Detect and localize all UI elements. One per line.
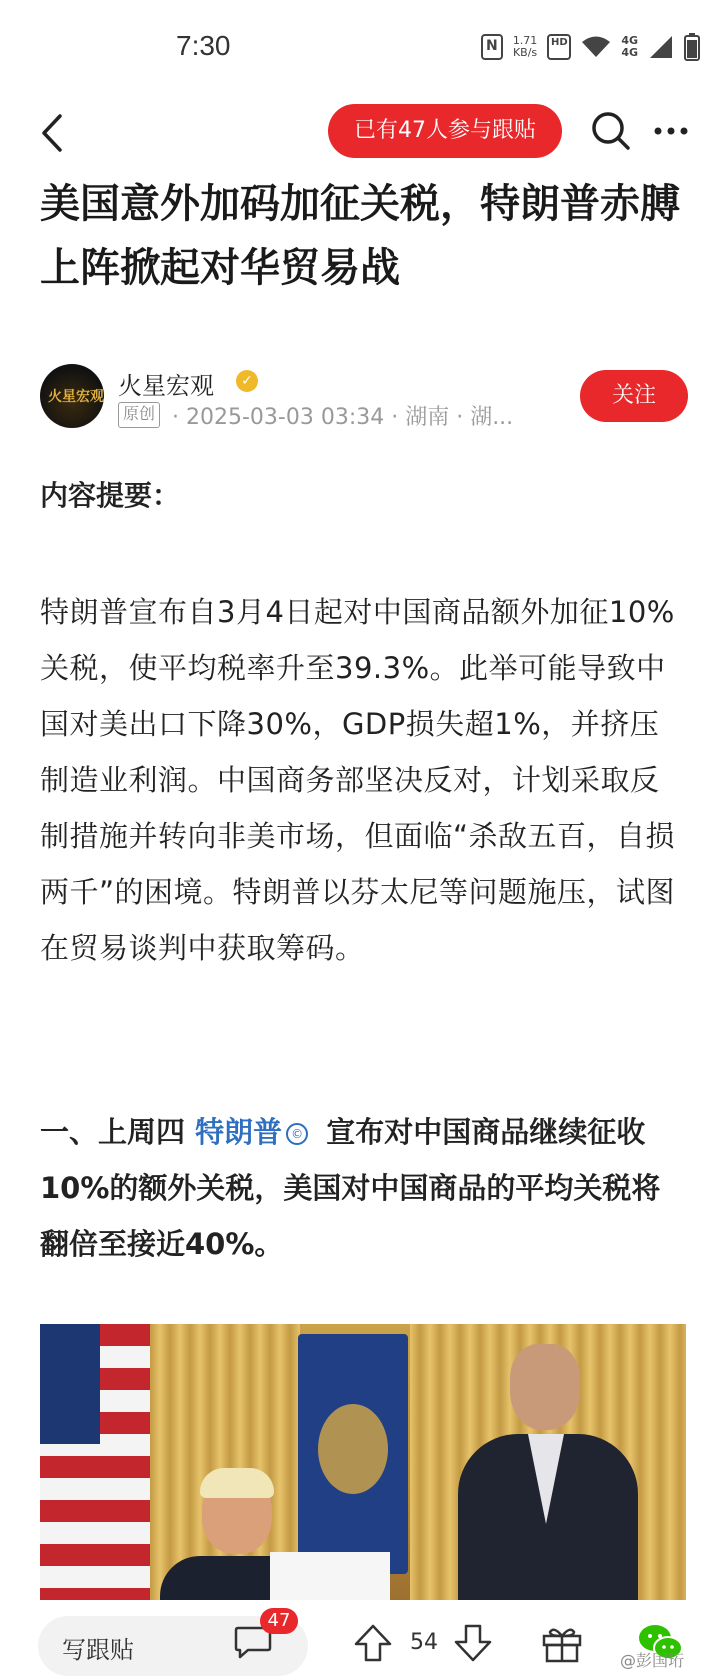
section-one-prefix: 一、上周四 — [40, 1115, 196, 1149]
presidential-flag — [298, 1334, 408, 1574]
status-icons — [481, 30, 700, 64]
battery-icon — [684, 33, 700, 61]
status-bar — [0, 0, 720, 96]
comment-count-pill[interactable]: 已有47人参与跟贴 — [328, 104, 562, 158]
top-nav — [0, 96, 720, 172]
more-icon[interactable] — [646, 106, 696, 156]
net-speed: 1.71 KB/s — [512, 34, 538, 59]
back-arrow-icon[interactable] — [30, 108, 80, 158]
signed-document — [270, 1552, 390, 1600]
comment-count-badge: 47 — [260, 1608, 298, 1634]
article-title: 美国意外加码加征关税，特朗普赤膊上阵掀起对华贸易战 — [40, 181, 680, 291]
trump-topic-link[interactable]: 特朗普 — [195, 1115, 283, 1149]
standing-person — [458, 1344, 638, 1600]
summary-heading: 内容提要： — [40, 479, 181, 512]
author-row — [0, 360, 720, 440]
follow-button[interactable]: 关注 — [580, 370, 688, 422]
signal-icon — [648, 34, 674, 60]
section-one-paragraph — [40, 1104, 688, 1272]
nfc-icon: N — [481, 34, 503, 60]
vote-count: 54 — [410, 1630, 438, 1655]
author-avatar[interactable]: 火星宏观 — [40, 364, 104, 428]
status-time: 7:30 — [176, 30, 231, 61]
summary-paragraph: 特朗普宣布自3月4日起对中国商品额外加征10%关税，使平均税率升至39.3%。此举可能导致中国对美出口下降30%，GDP损失超1%，并挤压制造业利润。中国商务部坚决反对，计划采取反制措施并转向非美市场，但面临“杀敌五百，自损两千”的困境。特朗普以芬太尼等问题施压，试图在贸易谈判中获取筹码。 — [40, 595, 676, 965]
verified-badge-icon: ✓ — [236, 370, 258, 392]
us-flag — [40, 1324, 150, 1600]
author-name[interactable]: 火星宏观 — [118, 372, 214, 400]
bottom-bar — [0, 1600, 720, 1680]
weibo-watermark: @彭国珩 — [620, 1651, 685, 1670]
gift-icon[interactable] — [540, 1622, 584, 1664]
upvote-arrow-icon[interactable] — [352, 1622, 394, 1664]
network-type: 4G 4G — [621, 34, 638, 59]
wifi-icon — [581, 35, 611, 59]
comment-placeholder: 写跟贴 — [62, 1636, 134, 1664]
topic-link-icon[interactable]: © — [286, 1123, 308, 1145]
downvote-arrow-icon[interactable] — [452, 1622, 494, 1664]
search-icon[interactable] — [586, 106, 636, 156]
original-badge: 原创 — [118, 402, 160, 428]
hd-icon: HD — [547, 34, 571, 60]
article-meta: · 2025-03-03 03:34 · 湖南 · 湖... — [172, 405, 514, 430]
section-one-text: 宣布对中国商品继续征收10%的额外关税，美国对中国商品的平均关税将翻倍至接近40%。 — [40, 1115, 661, 1261]
article-photo[interactable] — [40, 1324, 686, 1600]
